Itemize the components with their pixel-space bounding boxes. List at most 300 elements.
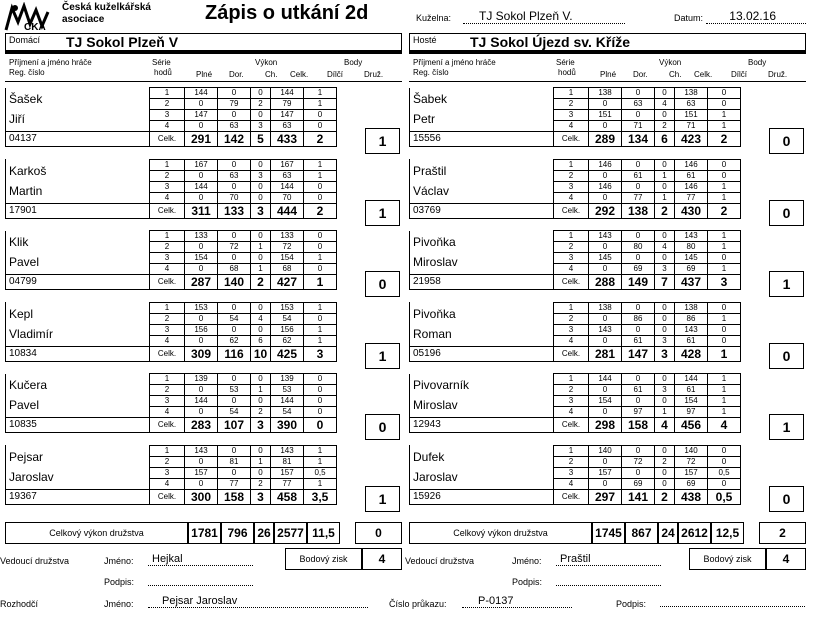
score-cell: 1	[655, 170, 675, 181]
player-firstname: Petr	[413, 112, 436, 127]
away-player-name-cell	[410, 88, 554, 132]
away-team-points-box: 1	[769, 271, 804, 297]
score-cell: 0	[622, 445, 655, 456]
referee-label: Rozhodčí	[0, 599, 39, 609]
score-cell: 54	[271, 313, 304, 324]
score-cell: 1	[304, 99, 337, 110]
score-cell: 157	[675, 467, 708, 478]
table-row	[6, 489, 337, 504]
score-cell: 1	[708, 346, 741, 361]
score-cell: 0	[185, 335, 218, 346]
org-name-line1: Česká kuželkářská	[62, 2, 151, 13]
home-col-serie_line2: hodů	[154, 68, 172, 77]
score-cell: 139	[185, 374, 218, 385]
score-cell: 0	[251, 396, 271, 407]
score-cell: 2	[150, 242, 185, 253]
score-cell: 144	[271, 396, 304, 407]
score-cell: 63	[675, 99, 708, 110]
score-cell: 1	[655, 192, 675, 203]
home-signature-label: Podpis:	[104, 577, 135, 587]
away-summary-ch: 24	[658, 522, 678, 544]
svg-text:CKA: CKA	[24, 22, 46, 32]
table-row	[6, 275, 337, 290]
score-cell: 0	[708, 253, 741, 264]
score-cell: 144	[271, 88, 304, 99]
score-cell: 0	[708, 478, 741, 489]
score-cell: 62	[218, 335, 251, 346]
score-cell: 0	[218, 253, 251, 264]
score-cell: 0	[655, 324, 675, 335]
score-cell: 4	[150, 192, 185, 203]
score-cell: 1	[150, 88, 185, 99]
player-firstname: Václav	[413, 183, 450, 198]
score-cell: 3	[150, 396, 185, 407]
score-cell: 167	[271, 159, 304, 170]
table-row	[410, 418, 741, 433]
score-cell: 53	[271, 385, 304, 396]
score-cell: 1	[554, 231, 589, 242]
home-player-block	[5, 87, 337, 147]
score-cell: 80	[675, 242, 708, 253]
player-firstname: Jaroslav	[9, 469, 54, 484]
player-reg-number: 05196	[410, 346, 554, 361]
score-cell: 3	[304, 346, 337, 361]
home-player-block	[5, 230, 337, 290]
score-cell: 0	[304, 407, 337, 418]
license-value: P-0137	[462, 595, 572, 608]
home-team-points-box: 1	[365, 128, 400, 154]
score-cell: 2	[304, 203, 337, 218]
score-cell: 0	[589, 99, 622, 110]
score-cell: 144	[185, 88, 218, 99]
away-captain-name-label: Jméno:	[512, 556, 542, 566]
score-cell: 154	[675, 396, 708, 407]
score-cell: 292	[589, 203, 622, 218]
score-cell: 1	[304, 170, 337, 181]
score-cell: 423	[675, 132, 708, 147]
score-cell: 1	[708, 396, 741, 407]
score-cell: 80	[622, 242, 655, 253]
score-cell: 2	[304, 132, 337, 147]
score-cell: 4	[150, 407, 185, 418]
player-surname: Praštil	[413, 163, 447, 178]
score-cell: 0	[708, 99, 741, 110]
score-cell: 0	[622, 467, 655, 478]
away-player-block	[409, 159, 741, 219]
table-row	[410, 445, 741, 456]
table-row	[410, 346, 741, 361]
away-col-druz: Druž.	[768, 70, 788, 79]
score-cell: 428	[675, 346, 708, 361]
score-cell: 0	[589, 407, 622, 418]
score-cell: 1	[304, 159, 337, 170]
score-cell: 3	[655, 346, 675, 361]
player-surname: Kepl	[9, 306, 34, 321]
score-cell: 79	[271, 99, 304, 110]
score-cell: Celk.	[150, 132, 185, 147]
score-cell: 2	[554, 313, 589, 324]
score-cell: Celk.	[554, 203, 589, 218]
score-cell: 0	[589, 313, 622, 324]
score-cell: 0	[304, 418, 337, 433]
score-cell: 1	[708, 192, 741, 203]
table-row	[6, 231, 337, 242]
score-cell: 1	[304, 88, 337, 99]
score-cell: 5	[251, 132, 271, 147]
score-cell: 1	[708, 407, 741, 418]
score-cell: 1	[708, 313, 741, 324]
score-cell: 1	[554, 445, 589, 456]
score-cell: 0	[218, 231, 251, 242]
score-cell: 0	[185, 313, 218, 324]
score-cell: 0	[708, 170, 741, 181]
score-cell: 70	[271, 192, 304, 203]
score-cell: 4	[150, 478, 185, 489]
score-cell: 0	[708, 159, 741, 170]
home-team-label: Domácí	[9, 35, 41, 45]
score-cell: 4	[655, 242, 675, 253]
score-cell: Celk.	[150, 489, 185, 504]
score-cell: 287	[185, 275, 218, 290]
score-cell: 1	[708, 181, 741, 192]
score-cell: 0	[708, 335, 741, 346]
score-cell: 0	[251, 192, 271, 203]
lane-value: TJ Sokol Plzeň V.	[463, 9, 625, 24]
score-cell: 0	[304, 396, 337, 407]
score-cell: 6	[655, 132, 675, 147]
score-cell: 72	[675, 456, 708, 467]
score-cell: 97	[622, 407, 655, 418]
score-cell: 71	[675, 121, 708, 132]
player-surname: Karkoš	[9, 163, 47, 178]
score-cell: 0	[589, 456, 622, 467]
score-cell: 0	[589, 121, 622, 132]
table-row	[6, 445, 337, 456]
table-row	[410, 132, 741, 147]
home-col-player_line1: Příjmení a jméno hráče	[9, 58, 92, 67]
away-summary-label: Celkový výkon družstva	[409, 522, 592, 544]
player-firstname: Martin	[9, 183, 43, 198]
score-cell: 144	[185, 181, 218, 192]
score-cell: 77	[622, 192, 655, 203]
score-cell: 158	[622, 418, 655, 433]
score-cell: 0	[304, 264, 337, 275]
player-reg-number: 10835	[6, 418, 150, 433]
score-cell: 153	[271, 302, 304, 313]
player-surname: Kučera	[9, 378, 48, 393]
score-cell: 425	[271, 346, 304, 361]
home-col-celk: Celk.	[290, 70, 309, 79]
away-player-block	[409, 302, 741, 362]
score-cell: 444	[271, 203, 304, 218]
score-cell: 68	[271, 264, 304, 275]
score-cell: 143	[589, 231, 622, 242]
score-cell: 0	[589, 335, 622, 346]
score-cell: 154	[185, 253, 218, 264]
score-cell: 3	[554, 253, 589, 264]
score-cell: 4	[708, 418, 741, 433]
score-cell: 0	[622, 396, 655, 407]
score-cell: 3	[251, 489, 271, 504]
score-cell: 0	[589, 242, 622, 253]
home-col-dilci: Dílčí	[327, 70, 343, 79]
player-reg-number: 03769	[410, 203, 554, 218]
player-surname: Dufek	[413, 449, 445, 464]
score-cell: 2	[554, 170, 589, 181]
player-reg-number: 19367	[6, 489, 150, 504]
score-cell: 4	[655, 99, 675, 110]
score-cell: 63	[218, 121, 251, 132]
score-cell: Celk.	[554, 489, 589, 504]
score-cell: 0	[589, 264, 622, 275]
away-col-serie_line1: Série	[556, 58, 575, 67]
score-cell: 147	[185, 110, 218, 121]
away-team-points-box: 1	[769, 414, 804, 440]
away-player-name-cell	[410, 159, 554, 203]
score-cell: 0	[185, 242, 218, 253]
player-reg-number: 04137	[6, 132, 150, 147]
score-cell: 147	[271, 110, 304, 121]
player-surname: Šašek	[9, 92, 43, 107]
table-row	[6, 88, 337, 99]
score-cell: 3,5	[304, 489, 337, 504]
score-cell: 157	[589, 467, 622, 478]
home-summary-druz: 0	[355, 522, 402, 544]
home-player-block	[5, 302, 337, 362]
home-col-body: Body	[344, 58, 363, 67]
score-cell: 0	[185, 407, 218, 418]
score-cell: 0	[622, 181, 655, 192]
score-cell: 288	[589, 275, 622, 290]
score-cell: 0	[251, 159, 271, 170]
player-firstname: Pavel	[9, 398, 40, 413]
player-reg-number: 12943	[410, 418, 554, 433]
player-reg-number: 17901	[6, 203, 150, 218]
score-cell: 143	[589, 324, 622, 335]
score-cell: 63	[271, 170, 304, 181]
home-col-dor: Dor.	[229, 70, 244, 79]
score-cell: Celk.	[554, 275, 589, 290]
score-cell: 86	[622, 313, 655, 324]
lane-label: Kuželna:	[416, 13, 452, 23]
score-cell: 0	[708, 88, 741, 99]
score-cell: 2	[554, 242, 589, 253]
table-row	[410, 88, 741, 99]
score-cell: 0	[708, 302, 741, 313]
score-cell: 3	[251, 170, 271, 181]
player-firstname: Miroslav	[413, 398, 458, 413]
away-player-name-cell	[410, 231, 554, 275]
score-cell: 1	[708, 264, 741, 275]
away-col-plne: Plné	[600, 70, 617, 79]
score-cell: 0	[218, 445, 251, 456]
score-cell: 0	[251, 467, 271, 478]
score-cell: 149	[622, 275, 655, 290]
score-cell: 0	[622, 159, 655, 170]
license-signature-line	[660, 606, 805, 607]
table-row	[6, 132, 337, 147]
home-player-block	[5, 373, 337, 433]
player-firstname: Miroslav	[413, 255, 458, 270]
score-cell: 3	[150, 467, 185, 478]
score-cell: 1	[150, 159, 185, 170]
score-cell: 72	[622, 456, 655, 467]
score-cell: 3	[554, 181, 589, 192]
home-team-name: TJ Sokol Plzeň V	[66, 34, 179, 50]
score-cell: 69	[675, 264, 708, 275]
score-cell: 81	[271, 456, 304, 467]
score-cell: 0	[218, 374, 251, 385]
score-cell: 0	[304, 374, 337, 385]
score-cell: 4	[554, 192, 589, 203]
away-col-dilci: Dílčí	[731, 70, 747, 79]
score-cell: 154	[589, 396, 622, 407]
score-cell: 1	[304, 253, 337, 264]
score-cell: 3	[554, 110, 589, 121]
score-cell: 140	[218, 275, 251, 290]
score-cell: 146	[589, 159, 622, 170]
score-cell: 2	[150, 456, 185, 467]
score-cell: 0	[655, 396, 675, 407]
score-cell: 0	[251, 88, 271, 99]
score-cell: 144	[589, 374, 622, 385]
away-team-name: TJ Sokol Újezd sv. Kříže	[470, 34, 631, 50]
player-reg-number: 10834	[6, 346, 150, 361]
score-cell: 63	[271, 121, 304, 132]
score-cell: 1	[708, 242, 741, 253]
score-cell: Celk.	[554, 132, 589, 147]
away-col-ch: Ch.	[669, 70, 682, 79]
home-bodovy-value: 4	[362, 548, 402, 570]
score-cell: 70	[218, 192, 251, 203]
player-reg-number: 21958	[410, 275, 554, 290]
score-cell: 0	[304, 121, 337, 132]
score-cell: 133	[218, 203, 251, 218]
score-cell: 2	[655, 456, 675, 467]
score-cell: 1	[655, 407, 675, 418]
score-cell: 2	[251, 99, 271, 110]
score-cell: 147	[622, 346, 655, 361]
away-team-label: Hosté	[413, 35, 437, 45]
away-player-name-cell	[410, 374, 554, 418]
score-cell: 298	[589, 418, 622, 433]
home-bodovy-label: Bodový zisk	[285, 548, 362, 570]
home-team-points-box: 0	[365, 414, 400, 440]
score-cell: 0	[218, 110, 251, 121]
home-team-points-box: 1	[365, 343, 400, 369]
away-team-points-box: 0	[769, 200, 804, 226]
score-cell: 0	[251, 445, 271, 456]
away-team-points-box: 0	[769, 343, 804, 369]
table-row	[410, 275, 741, 290]
score-cell: 4	[554, 478, 589, 489]
score-cell: 430	[675, 203, 708, 218]
score-cell: 53	[218, 385, 251, 396]
score-cell: Celk.	[150, 346, 185, 361]
score-cell: 3	[708, 275, 741, 290]
score-cell: 0	[304, 231, 337, 242]
score-cell: 1	[251, 456, 271, 467]
score-cell: 433	[271, 132, 304, 147]
away-player-block	[409, 445, 741, 505]
away-bodovy-label: Bodový zisk	[689, 548, 766, 570]
score-cell: 0	[708, 456, 741, 467]
score-cell: 0	[251, 324, 271, 335]
score-cell: 1	[304, 456, 337, 467]
score-cell: 133	[271, 231, 304, 242]
home-col-plne: Plné	[196, 70, 213, 79]
score-cell: 0,5	[708, 489, 741, 504]
score-cell: 0	[251, 374, 271, 385]
score-cell: 0	[655, 88, 675, 99]
score-cell: 71	[622, 121, 655, 132]
score-cell: 0	[218, 88, 251, 99]
score-cell: 0	[655, 110, 675, 121]
score-cell: 0	[655, 231, 675, 242]
score-cell: 157	[271, 467, 304, 478]
player-firstname: Jaroslav	[413, 469, 458, 484]
score-cell: 0	[655, 313, 675, 324]
score-cell: 1	[304, 445, 337, 456]
table-row	[410, 302, 741, 313]
score-cell: 62	[271, 335, 304, 346]
home-col-ch: Ch.	[265, 70, 278, 79]
score-cell: 153	[185, 302, 218, 313]
score-cell: Celk.	[554, 418, 589, 433]
away-col-player_line1: Příjmení a jméno hráče	[413, 58, 496, 67]
score-cell: 0	[218, 159, 251, 170]
score-cell: 0	[622, 88, 655, 99]
score-cell: 3	[150, 110, 185, 121]
score-cell: 145	[675, 253, 708, 264]
table-row	[410, 203, 741, 218]
score-cell: 77	[675, 192, 708, 203]
table-row	[6, 374, 337, 385]
score-cell: 309	[185, 346, 218, 361]
player-firstname: Jiří	[9, 112, 25, 127]
home-team-header	[5, 33, 402, 51]
org-name-line2: asociace	[62, 14, 105, 25]
away-col-body: Body	[748, 58, 767, 67]
score-cell: 1	[150, 231, 185, 242]
score-cell: 0	[304, 313, 337, 324]
score-cell: 0	[251, 181, 271, 192]
score-cell: 63	[218, 170, 251, 181]
score-cell: 0	[655, 253, 675, 264]
page-title: Zápis o utkání 2d	[205, 2, 369, 24]
score-cell: 1	[554, 374, 589, 385]
score-cell: 156	[271, 324, 304, 335]
score-cell: Celk.	[554, 346, 589, 361]
player-firstname: Vladimír	[9, 326, 54, 341]
score-cell: 281	[589, 346, 622, 361]
score-cell: 0	[304, 181, 337, 192]
away-team-points-box: 0	[769, 486, 804, 512]
away-col-celk: Celk.	[694, 70, 713, 79]
score-cell: 144	[185, 396, 218, 407]
player-reg-number: 15926	[410, 489, 554, 504]
home-team-divider	[5, 51, 402, 54]
score-cell: 1	[251, 385, 271, 396]
score-cell: 72	[218, 242, 251, 253]
away-player-name-cell	[410, 445, 554, 489]
score-cell: 61	[675, 170, 708, 181]
score-cell: 0	[622, 253, 655, 264]
score-cell: 61	[622, 385, 655, 396]
score-cell: 4	[251, 313, 271, 324]
score-cell: 0	[218, 181, 251, 192]
score-cell: 4	[150, 121, 185, 132]
